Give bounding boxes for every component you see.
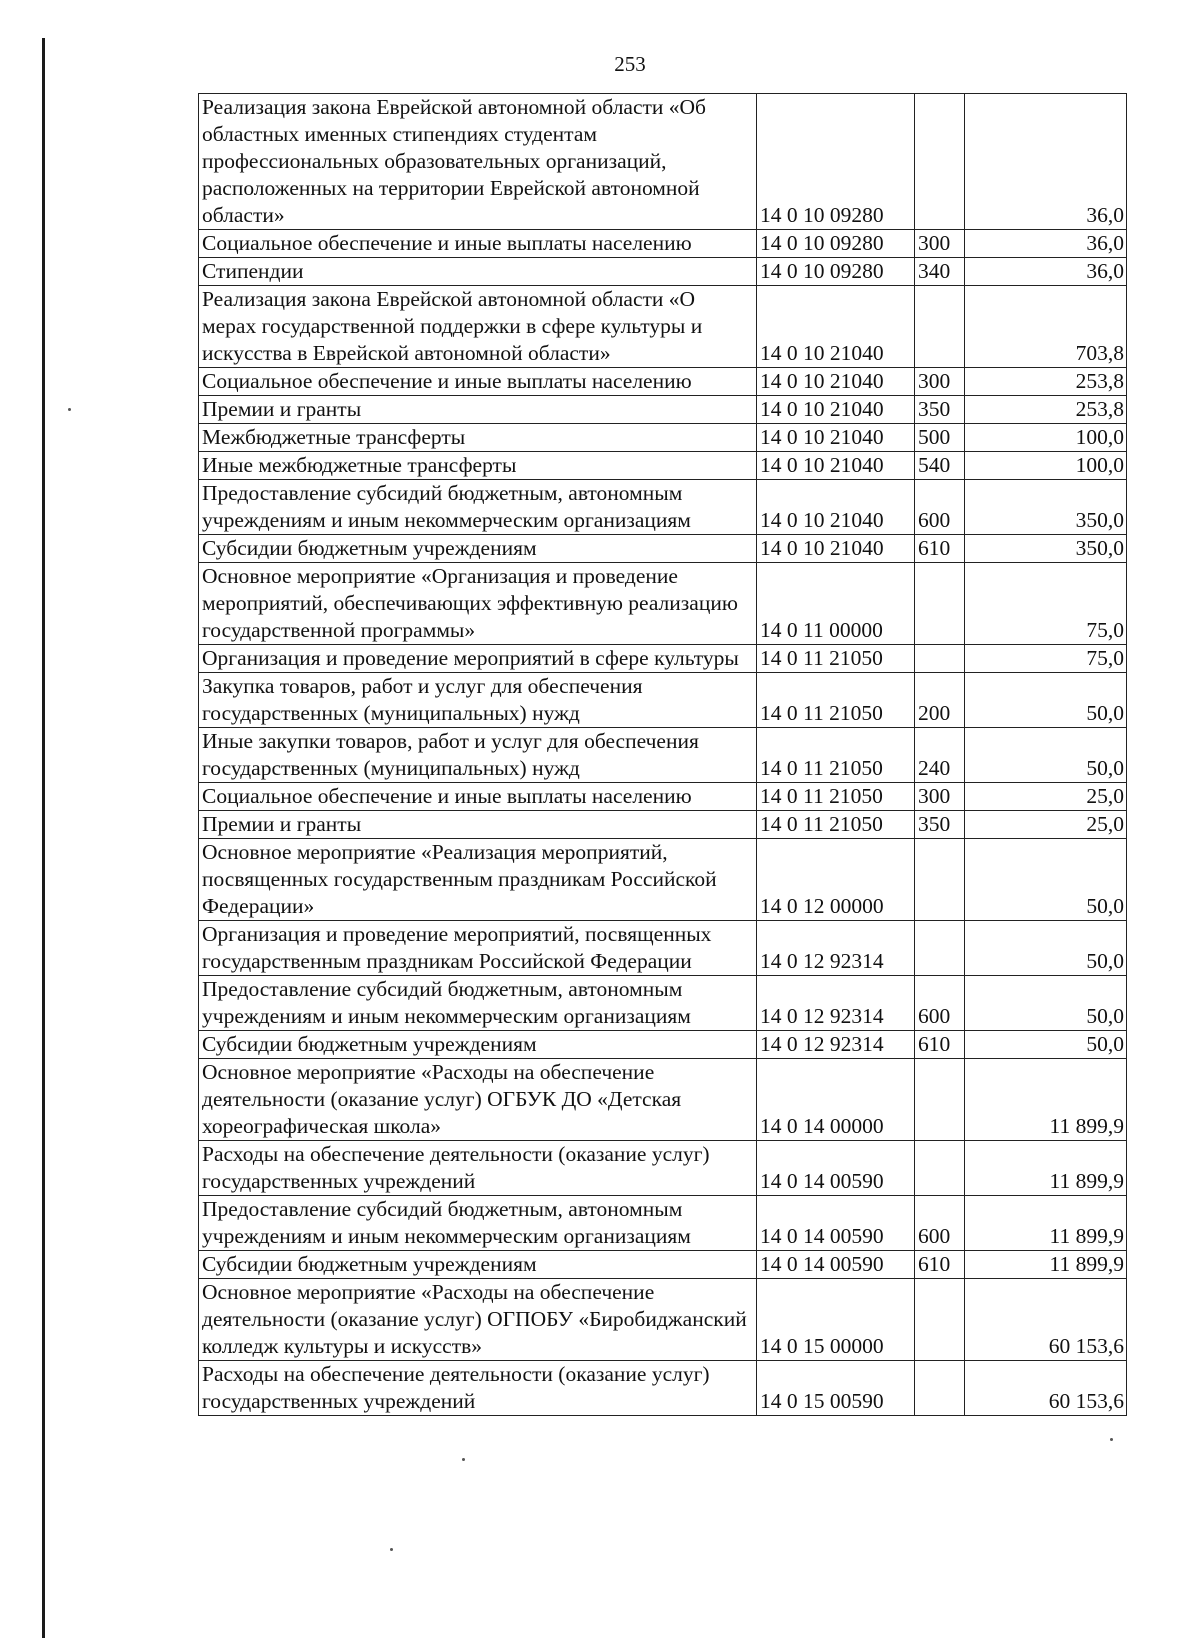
row-code: 14 0 11 21050 <box>757 783 915 811</box>
row-type: 600 <box>915 1196 965 1251</box>
row-code: 14 0 10 21040 <box>757 535 915 563</box>
scan-speck <box>462 1458 465 1461</box>
row-type: 240 <box>915 728 965 783</box>
scan-speck <box>390 1548 393 1551</box>
row-sum: 11 899,9 <box>965 1251 1127 1279</box>
page-number: 253 <box>614 52 646 76</box>
row-type: 300 <box>915 783 965 811</box>
table-row <box>199 1141 1127 1196</box>
row-sum: 75,0 <box>965 645 1127 673</box>
table-row <box>199 728 1127 783</box>
row-name: Организация и проведение мероприятий, посвященных государственным праздникам Российской Федерации <box>199 921 757 976</box>
row-type: 610 <box>915 535 965 563</box>
row-code: 14 0 10 21040 <box>757 368 915 396</box>
row-code: 14 0 12 00000 <box>757 839 915 921</box>
row-type <box>915 839 965 921</box>
row-sum: 50,0 <box>965 921 1127 976</box>
row-type: 500 <box>915 424 965 452</box>
row-code: 14 0 15 00590 <box>757 1361 915 1416</box>
scan-edge-line <box>42 38 45 1638</box>
row-name: Субсидии бюджетным учреждениям <box>199 1031 757 1059</box>
table-row <box>199 1196 1127 1251</box>
table-row <box>199 230 1127 258</box>
row-code: 14 0 10 09280 <box>757 258 915 286</box>
row-name: Предоставление субсидий бюджетным, автономным учреждениям и иным некоммерческим организациям <box>199 480 757 535</box>
row-name: Основное мероприятие «Организация и проведение мероприятий, обеспечивающих эффективную реализацию государственной программы» <box>199 563 757 645</box>
budget-table <box>198 93 1127 1416</box>
row-code: 14 0 11 21050 <box>757 673 915 728</box>
row-code: 14 0 10 21040 <box>757 396 915 424</box>
row-type: 340 <box>915 258 965 286</box>
row-sum: 11 899,9 <box>965 1196 1127 1251</box>
row-type: 600 <box>915 480 965 535</box>
row-code: 14 0 11 21050 <box>757 811 915 839</box>
row-sum: 253,8 <box>965 396 1127 424</box>
row-sum: 350,0 <box>965 535 1127 563</box>
table-row <box>199 94 1127 230</box>
row-type <box>915 1141 965 1196</box>
row-code: 14 0 12 92314 <box>757 1031 915 1059</box>
row-type: 200 <box>915 673 965 728</box>
row-code: 14 0 14 00590 <box>757 1251 915 1279</box>
row-type <box>915 563 965 645</box>
row-name: Основное мероприятие «Реализация мероприятий, посвященных государственным праздникам Российской Федерации» <box>199 839 757 921</box>
row-sum: 50,0 <box>965 1031 1127 1059</box>
table-row <box>199 673 1127 728</box>
table-row <box>199 424 1127 452</box>
row-name: Основное мероприятие «Расходы на обеспечение деятельности (оказание услуг) ОГПОБУ «Биробиджанский колледж культуры и искусств» <box>199 1279 757 1361</box>
row-code: 14 0 10 21040 <box>757 452 915 480</box>
table-row <box>199 480 1127 535</box>
row-name: Предоставление субсидий бюджетным, автономным учреждениям и иным некоммерческим организациям <box>199 976 757 1031</box>
row-name: Социальное обеспечение и иные выплаты населению <box>199 368 757 396</box>
row-type <box>915 1279 965 1361</box>
table-row <box>199 535 1127 563</box>
table-row <box>199 921 1127 976</box>
row-sum: 36,0 <box>965 258 1127 286</box>
row-name: Основное мероприятие «Расходы на обеспечение деятельности (оказание услуг) ОГБУК ДО «Детская хореографическая школа» <box>199 1059 757 1141</box>
row-name: Стипендии <box>199 258 757 286</box>
row-type <box>915 645 965 673</box>
row-type <box>915 1361 965 1416</box>
row-name: Межбюджетные трансферты <box>199 424 757 452</box>
table-row <box>199 396 1127 424</box>
row-type: 610 <box>915 1251 965 1279</box>
row-sum: 60 153,6 <box>965 1279 1127 1361</box>
row-sum: 60 153,6 <box>965 1361 1127 1416</box>
table-row <box>199 1031 1127 1059</box>
row-type: 600 <box>915 976 965 1031</box>
row-sum: 50,0 <box>965 728 1127 783</box>
table-row <box>199 976 1127 1031</box>
row-name: Субсидии бюджетным учреждениям <box>199 535 757 563</box>
row-type: 300 <box>915 230 965 258</box>
row-name: Социальное обеспечение и иные выплаты населению <box>199 783 757 811</box>
row-name: Реализация закона Еврейской автономной области «О мерах государственной поддержки в сфере культуры и искусства в Еврейской автономной области» <box>199 286 757 368</box>
row-name: Иные межбюджетные трансферты <box>199 452 757 480</box>
row-name: Субсидии бюджетным учреждениям <box>199 1251 757 1279</box>
row-code: 14 0 10 21040 <box>757 424 915 452</box>
row-sum: 36,0 <box>965 230 1127 258</box>
row-sum: 703,8 <box>965 286 1127 368</box>
row-sum: 50,0 <box>965 673 1127 728</box>
row-type: 540 <box>915 452 965 480</box>
row-type <box>915 94 965 230</box>
row-type: 300 <box>915 368 965 396</box>
row-name: Премии и гранты <box>199 396 757 424</box>
row-sum: 100,0 <box>965 452 1127 480</box>
row-type <box>915 286 965 368</box>
row-code: 14 0 10 09280 <box>757 230 915 258</box>
row-sum: 25,0 <box>965 783 1127 811</box>
row-code: 14 0 12 92314 <box>757 976 915 1031</box>
table-row <box>199 839 1127 921</box>
row-code: 14 0 14 00590 <box>757 1196 915 1251</box>
row-sum: 36,0 <box>965 94 1127 230</box>
table-row <box>199 286 1127 368</box>
budget-table-body <box>199 94 1127 1416</box>
table-row <box>199 368 1127 396</box>
row-name: Расходы на обеспечение деятельности (оказание услуг) государственных учреждений <box>199 1361 757 1416</box>
row-sum: 350,0 <box>965 480 1127 535</box>
row-sum: 25,0 <box>965 811 1127 839</box>
row-name: Организация и проведение мероприятий в сфере культуры <box>199 645 757 673</box>
row-code: 14 0 11 21050 <box>757 728 915 783</box>
row-code: 14 0 14 00000 <box>757 1059 915 1141</box>
row-name: Реализация закона Еврейской автономной области «Об областных именных стипендиях студентам профессиональных образовательных организаций, расположенных на территории Еврейской автономной области» <box>199 94 757 230</box>
row-sum: 11 899,9 <box>965 1141 1127 1196</box>
row-name: Иные закупки товаров, работ и услуг для обеспечения государственных (муниципальных) нужд <box>199 728 757 783</box>
table-row <box>199 258 1127 286</box>
row-code: 14 0 10 21040 <box>757 286 915 368</box>
table-row <box>199 452 1127 480</box>
row-name: Премии и гранты <box>199 811 757 839</box>
table-row <box>199 1059 1127 1141</box>
row-sum: 11 899,9 <box>965 1059 1127 1141</box>
scan-speck <box>1110 1438 1113 1441</box>
row-code: 14 0 11 00000 <box>757 563 915 645</box>
row-name: Закупка товаров, работ и услуг для обеспечения государственных (муниципальных) нужд <box>199 673 757 728</box>
row-type <box>915 1059 965 1141</box>
table-row <box>199 811 1127 839</box>
table-row <box>199 1279 1127 1361</box>
row-code: 14 0 10 09280 <box>757 94 915 230</box>
row-sum: 253,8 <box>965 368 1127 396</box>
table-row <box>199 1361 1127 1416</box>
row-code: 14 0 10 21040 <box>757 480 915 535</box>
table-row <box>199 1251 1127 1279</box>
scan-speck <box>68 408 71 411</box>
row-type: 350 <box>915 396 965 424</box>
row-code: 14 0 11 21050 <box>757 645 915 673</box>
row-code: 14 0 12 92314 <box>757 921 915 976</box>
row-sum: 50,0 <box>965 839 1127 921</box>
row-type: 350 <box>915 811 965 839</box>
row-sum: 75,0 <box>965 563 1127 645</box>
row-name: Социальное обеспечение и иные выплаты населению <box>199 230 757 258</box>
row-type <box>915 921 965 976</box>
row-name: Предоставление субсидий бюджетным, автономным учреждениям и иным некоммерческим организациям <box>199 1196 757 1251</box>
row-type: 610 <box>915 1031 965 1059</box>
row-code: 14 0 15 00000 <box>757 1279 915 1361</box>
table-row <box>199 783 1127 811</box>
table-row <box>199 645 1127 673</box>
row-code: 14 0 14 00590 <box>757 1141 915 1196</box>
row-name: Расходы на обеспечение деятельности (оказание услуг) государственных учреждений <box>199 1141 757 1196</box>
row-sum: 100,0 <box>965 424 1127 452</box>
table-row <box>199 563 1127 645</box>
row-sum: 50,0 <box>965 976 1127 1031</box>
